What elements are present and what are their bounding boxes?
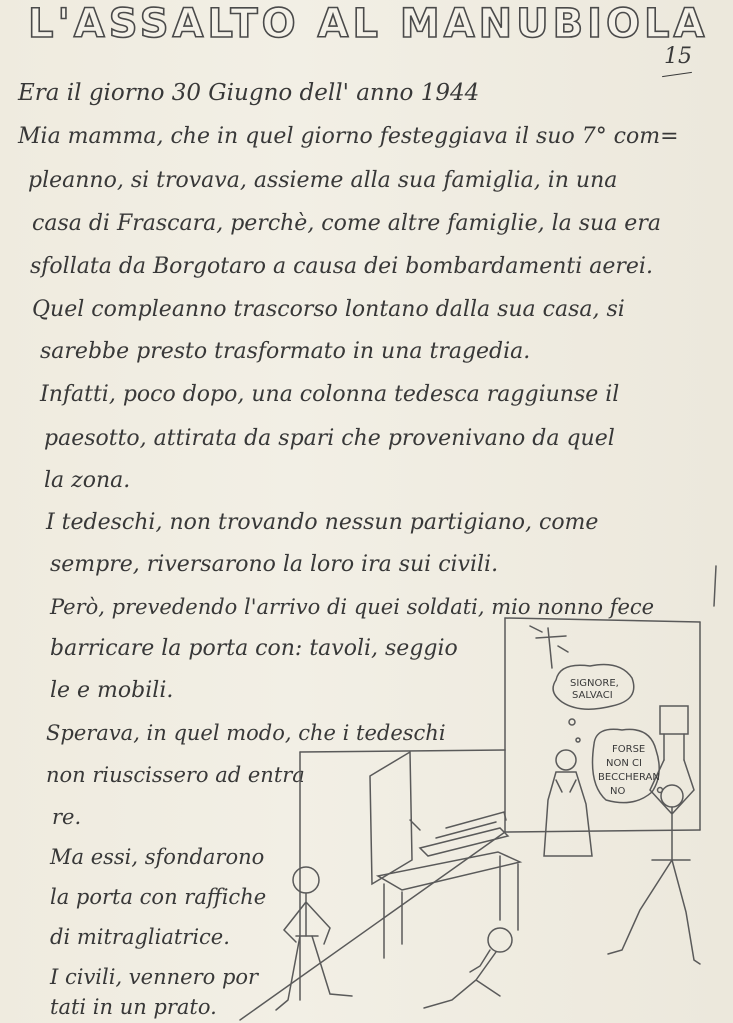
text-line-22: I civili, vennero por [50,965,259,989]
text-line-4: casa di Frascara, perchè, come altre famiglie, la sua era [32,211,661,236]
bubble-2-line-2: NON CI [606,758,642,769]
text-line-18: re. [52,805,82,829]
text-line-16: Sperava, in quel modo, che i tedeschi [46,721,446,745]
text-line-2: Mia mamma, che in quel giorno festeggiava il suo 7° com= [18,124,679,149]
text-line-14: barricare la porta con: tavoli, seggio [50,636,458,661]
text-line-23: tati in un prato. [50,995,217,1019]
text-line-13: Però, prevedendo l'arrivo di quei soldati, mio nonno fece [50,595,655,619]
bubble-1-line-2: SALVACI [572,690,613,701]
text-line-19: Ma essi, sfondarono [50,845,265,869]
text-line-5: sfollata da Borgotaro a causa dei bombardamenti aerei. [30,254,653,279]
text-line-10: la zona. [44,468,131,493]
text-line-8: Infatti, poco dopo, una colonna tedesca raggiunse il [40,382,620,407]
text-line-20: la porta con raffiche [50,885,267,909]
text-line-11: I tedeschi, non trovando nessun partigiano, come [46,510,599,535]
text-line-9: paesotto, attirata da spari che provenivano da quel [44,426,615,451]
bubble-2-line-4: NO [610,786,626,797]
text-line-21: di mitragliatrice. [50,925,230,949]
page-number-underline [662,72,692,77]
text-line-6: Quel compleanno trascorso lontano dalla sua casa, si [32,297,625,322]
page-title: L'ASSALTO AL MANUBIOLA [28,1,709,47]
bubble-2-line-1: FORSE [612,744,646,755]
page-number: 15 [664,44,692,69]
bubble-1-line-1: SIGNORE, [570,678,619,689]
text-line-17: non riuscissero ad entra [46,763,305,787]
text-line-1: Era il giorno 30 Giugno dell' anno 1944 [18,80,480,106]
text-line-12: sempre, riversarono la loro ira sui civili. [50,552,499,577]
text-line-3: pleanno, si trovava, assieme alla sua famiglia, in una [28,168,618,193]
bubble-2-line-3: BECCHERAN [598,772,660,783]
text-line-15: le e mobili. [50,678,174,703]
text-line-7: sarebbe presto trasformato in una tragedia. [40,339,531,364]
